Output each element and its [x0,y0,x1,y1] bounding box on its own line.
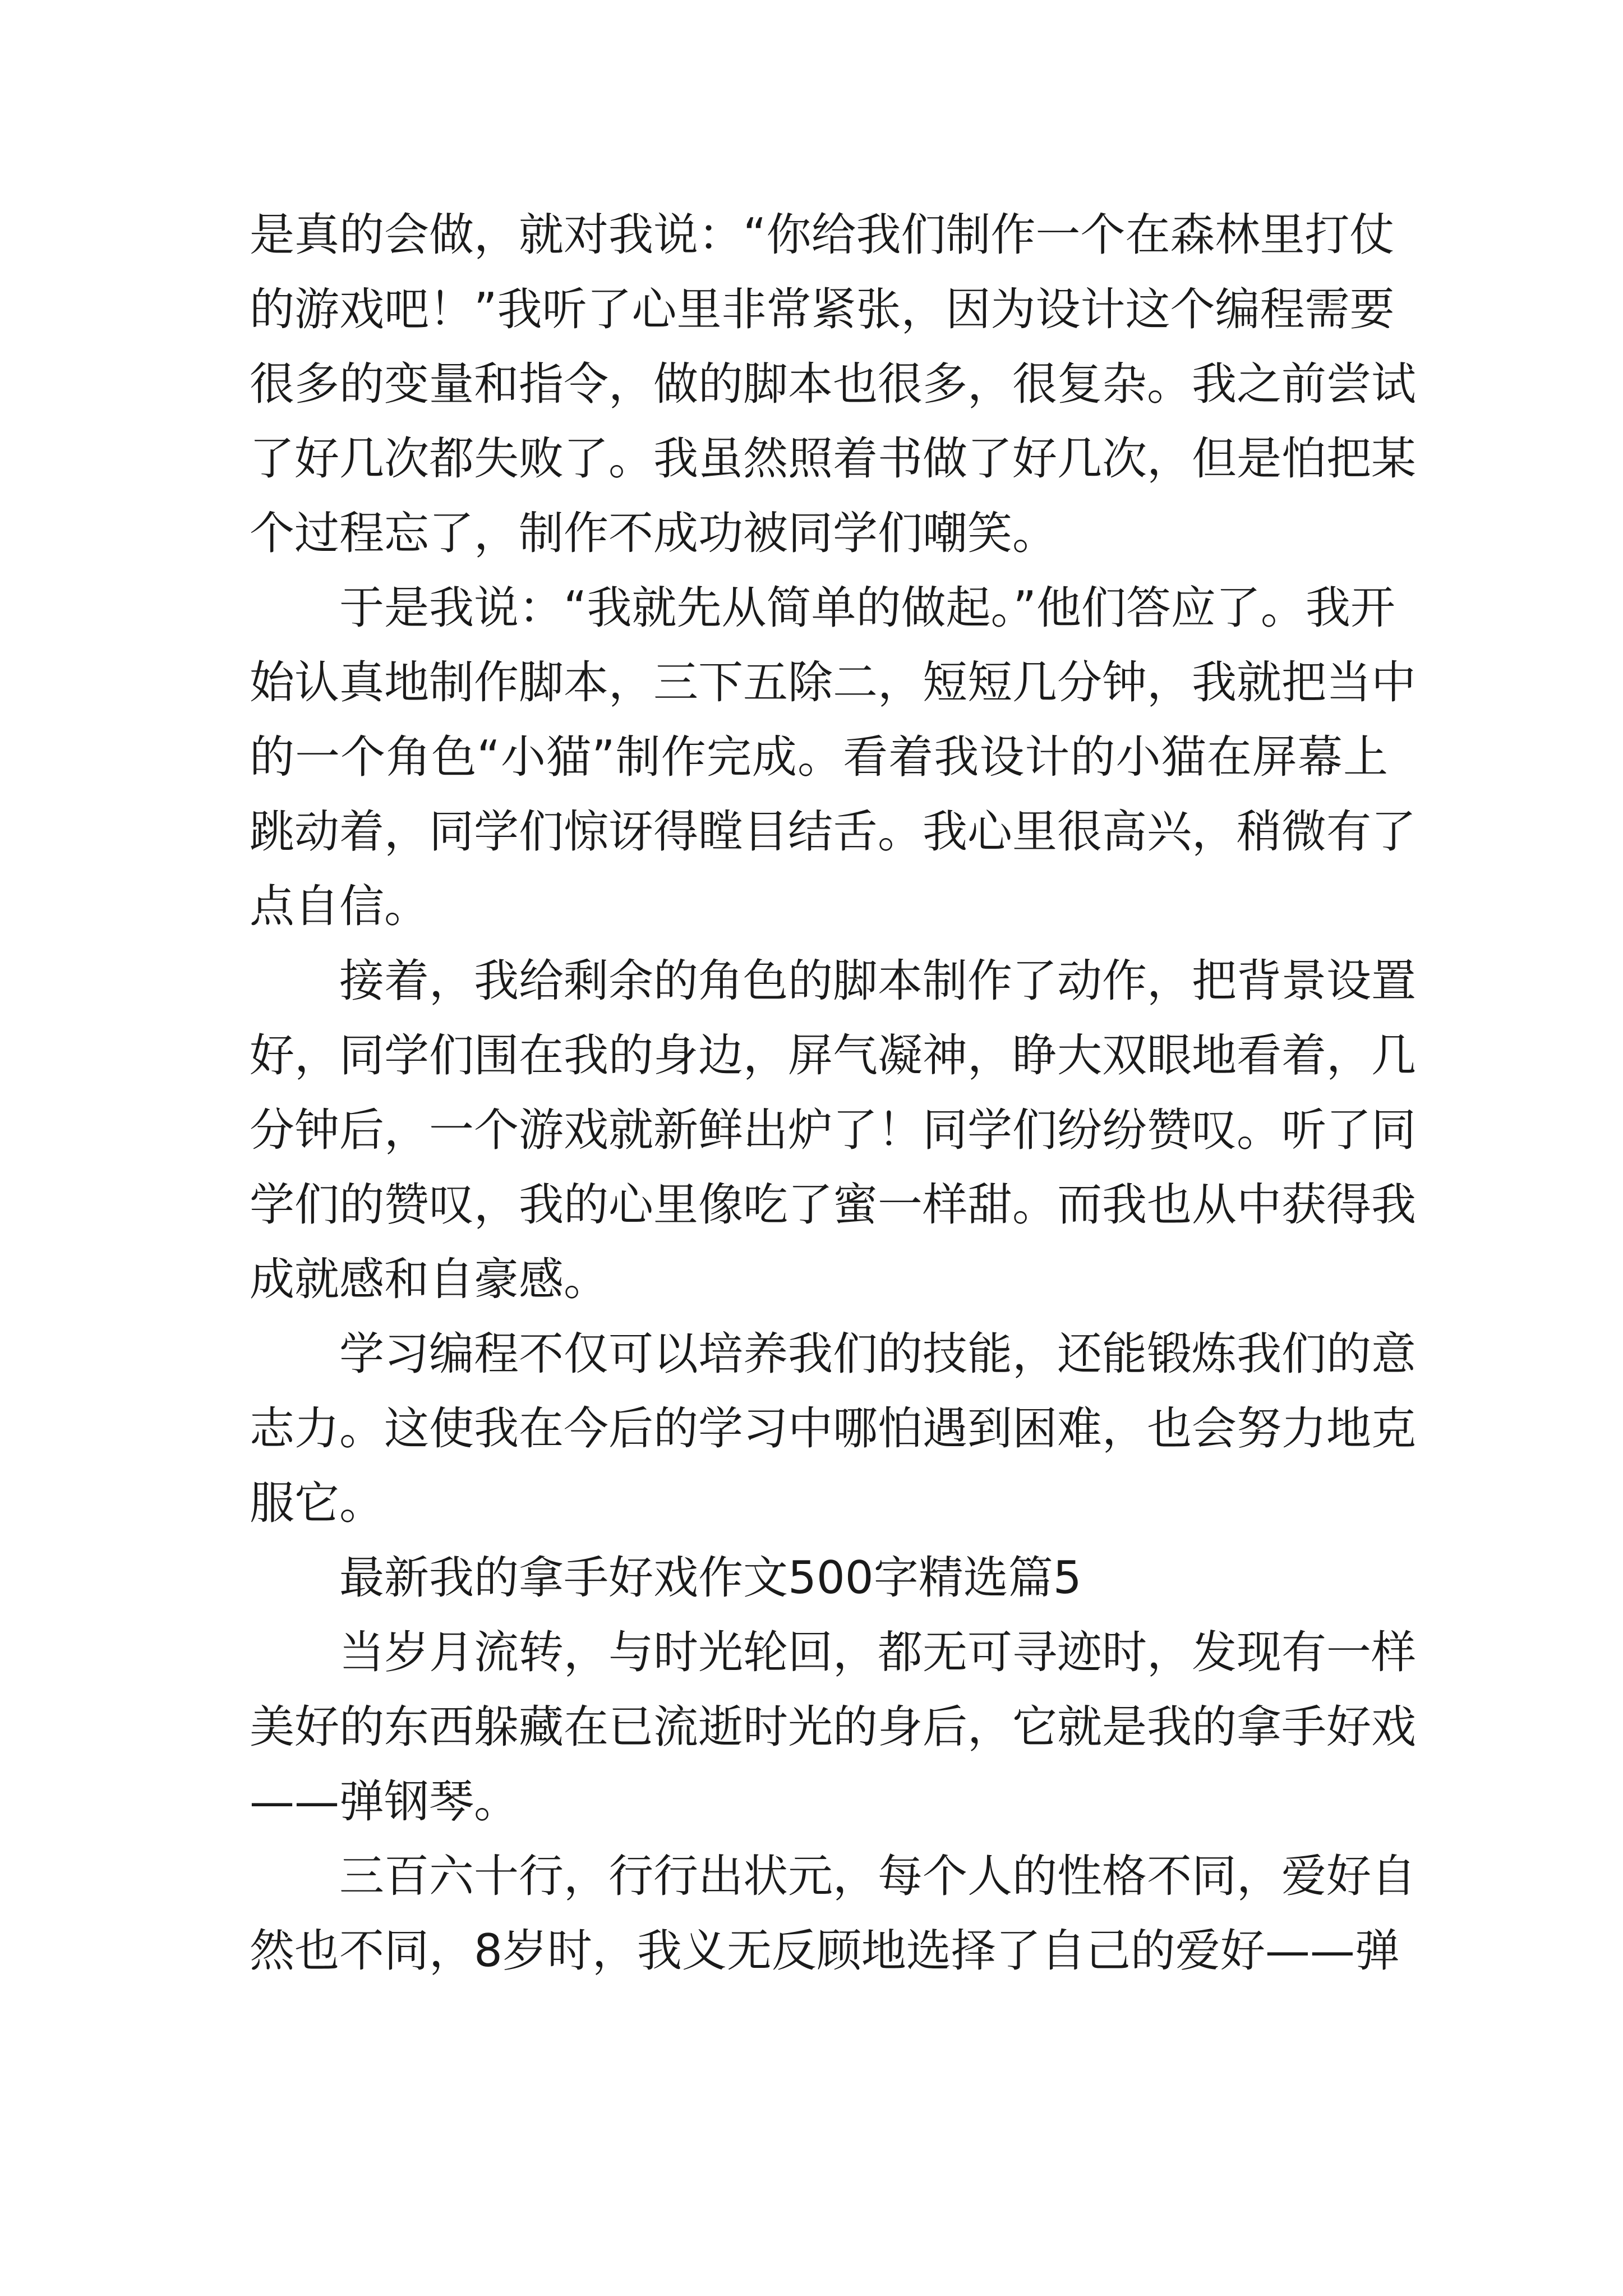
text-line: 于是我说：“我就先从简单的做起。”他们答应了。我开 [339,582,1395,634]
text-line: 成就感和自豪感。 [250,1253,608,1305]
text-line: 三百六十行，行行出状元，每个人的性格不同，爱好自 [339,1850,1416,1902]
text-line: 的一个角色“小猫”制作完成。看着我设计的小猫在屏幕上 [250,731,1388,783]
text-line: 好，同学们围在我的身边，屏气凝神，睁大双眼地看着，几 [250,1029,1416,1082]
text-line: 服它。 [250,1477,384,1529]
text-line: 是真的会做，就对我说：“你给我们制作一个在森林里打仗 [250,209,1395,261]
text-line: 的游戏吧！”我听了心里非常紧张，因为设计这个编程需要 [250,283,1395,335]
text-line: 跳动着，同学们惊讶得瞠目结舌。我心里很高兴，稍微有了 [250,806,1416,858]
text-line: 分钟后，一个游戏就新鲜出炉了！同学们纷纷赞叹。听了同 [250,1104,1416,1156]
text-line: 美好的东西躲藏在已流逝时光的身后，它就是我的拿手好戏 [250,1701,1416,1753]
text-line: 学习编程不仅可以培养我们的技能，还能锻炼我们的意 [339,1328,1416,1380]
text-line: ——弹钢琴。 [250,1775,519,1828]
text-line: 始认真地制作脚本，三下五除二，短短几分钟，我就把当中 [250,656,1416,708]
text-line: 点自信。 [250,880,429,932]
text-line: 很多的变量和指令，做的脚本也很多，很复杂。我之前尝试 [250,358,1416,410]
text-line: 接着，我给剩余的角色的脚本制作了动作，把背景设置 [339,955,1416,1007]
text-line: 最新我的拿手好戏作文500字精选篇5 [339,1552,1082,1604]
text-line: 当岁月流转，与时光轮回，都无可寻迹时，发现有一样 [339,1626,1416,1678]
text-line: 志力。这使我在今后的学习中哪怕遇到困难，也会努力地克 [250,1402,1416,1455]
document-body [250,197,1416,1988]
text-line: 了好几次都失败了。我虽然照着书做了好几次，但是怕把某 [250,432,1416,485]
text-line: 然也不同，8岁时，我义无反顾地选择了自己的爱好——弹 [250,1925,1400,1977]
text-line: 学们的赞叹，我的心里像吃了蜜一样甜。而我也从中获得我 [250,1179,1416,1231]
text-line: 个过程忘了，制作不成功被同学们嘲笑。 [250,507,1057,559]
